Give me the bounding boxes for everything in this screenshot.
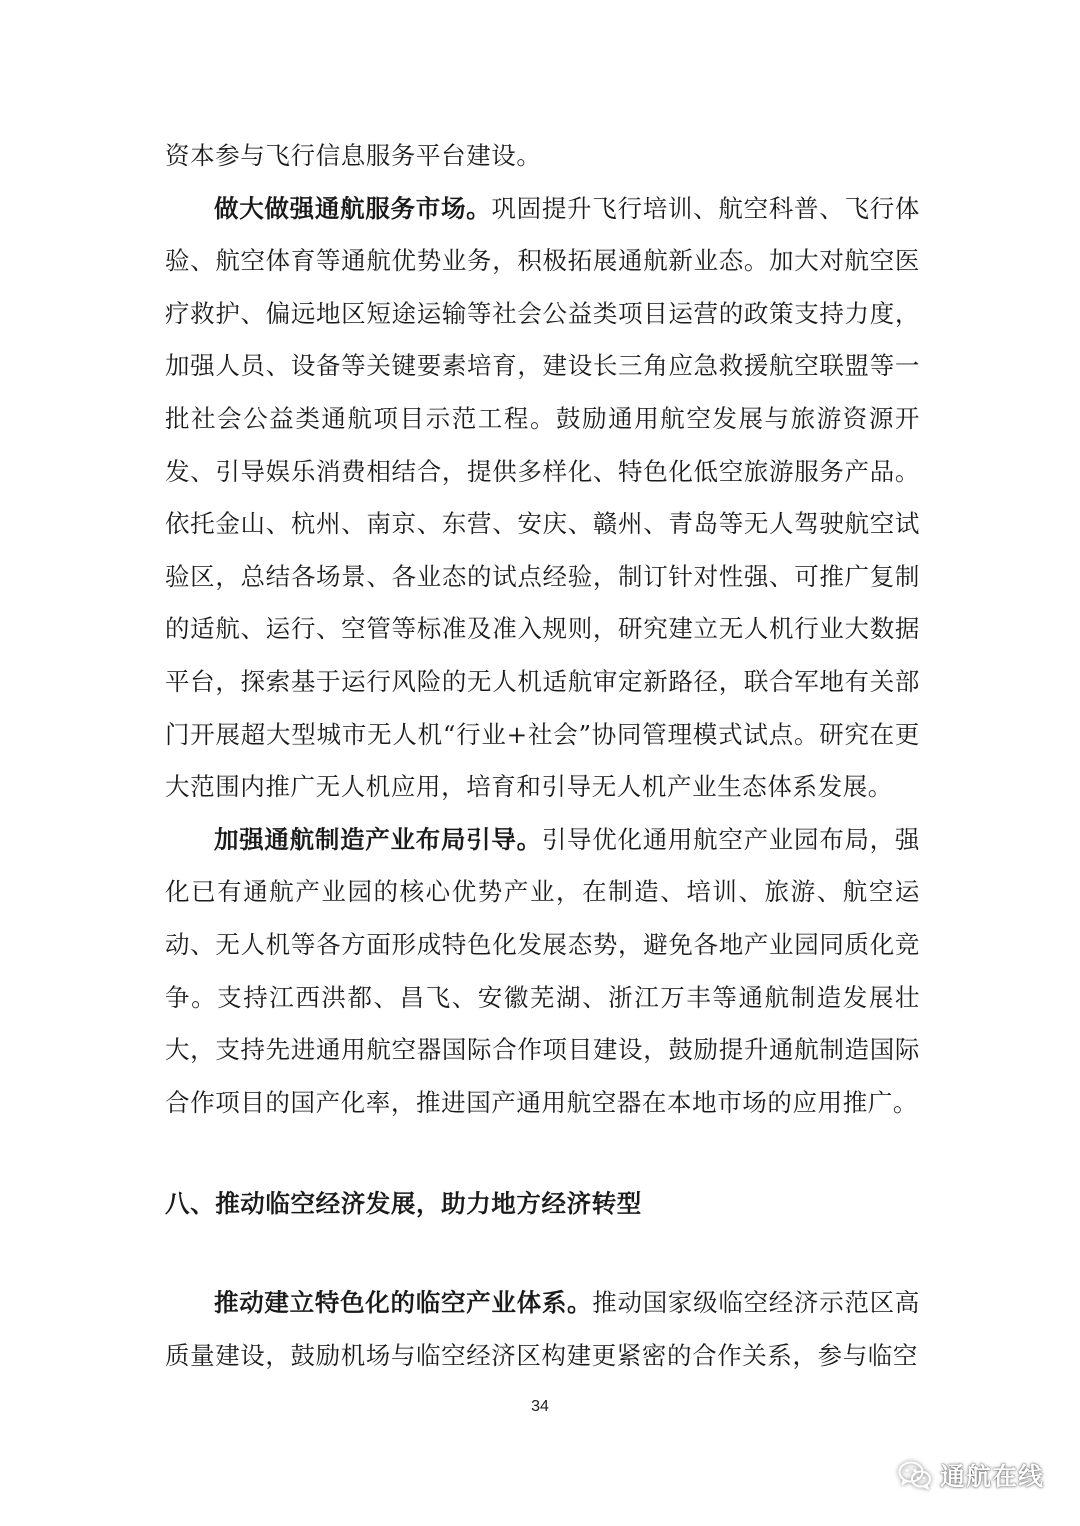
document-body [165,130,920,1382]
paragraph-airport-economy [165,1277,920,1382]
wechat-icon [898,1460,932,1490]
paragraph-lead: 加强通航制造产业布局引导。 [214,824,542,854]
paragraph-lead: 推动建立特色化的临空产业体系。 [214,1288,593,1318]
paragraph-text: 推动国家级临空经济示范区高质量建设，鼓励机场与临空经济区构建更紧密的合作关系，参与临空 [165,1288,920,1370]
paragraph-manufacturing [165,814,920,1130]
section-heading: 八、推动临空经济发展，助力地方经济转型 [165,1189,642,1219]
watermark [898,1457,1044,1493]
paragraph-text: 巩固提升飞行培训、航空科普、飞行体验、航空体育等通航优势业务，积极拓展通航新业态。加大对航空医疗救护、偏远地区短途运输等社会公益类项目运营的政策支持力度，加强人员、设备等关键要素培育，建设长三角应急救援航空联盟等一批社会公益类通航项目示范工程。鼓励通用航空发展与旅游资源开发、引导娱乐消费相结合，提供多样化、特色化低空旅游服务产品。依托金山、杭州、南京、东营、安庆、赣州、青岛等无人驾驶航空试验区，总结各场景、各业态的试点经验，制订针对性强、可推广复制的适航、运行、空管等标准及准入规则，研究建立无人机行业大数据平台，探索基于运行风险的无人机适航审定新路径，联合军地有关部门开展超大型城市无人机“行业+社会”协同管理模式试点。研究在更大范围内推广无人机应用，培育和引导无人机产业生态体系发展。 [165,193,920,802]
paragraph-continuation [165,130,920,183]
paragraph-text: 引导优化通用航空产业园布局，强化已有通航产业园的核心优势产业，在制造、培训、旅游、航空运动、无人机等各方面形成特色化发展态势，避免各地产业园同质化竞争。支持江西洪都、昌飞、安徽芜湖、浙江万丰等通航制造发展壮大，支持先进通用航空器国际合作项目建设，鼓励提升通航制造国际合作项目的国产化率，推进国产通用航空器在本地市场的应用推广。 [165,824,920,1117]
watermark-text: 通航在线 [940,1462,1045,1491]
paragraph-lead: 做大做强通航服务市场。 [214,193,492,223]
paragraph-text: 资本参与飞行信息服务平台建设。 [165,141,542,170]
paragraph-service-market [165,183,920,814]
page-number: 34 [531,1398,549,1415]
